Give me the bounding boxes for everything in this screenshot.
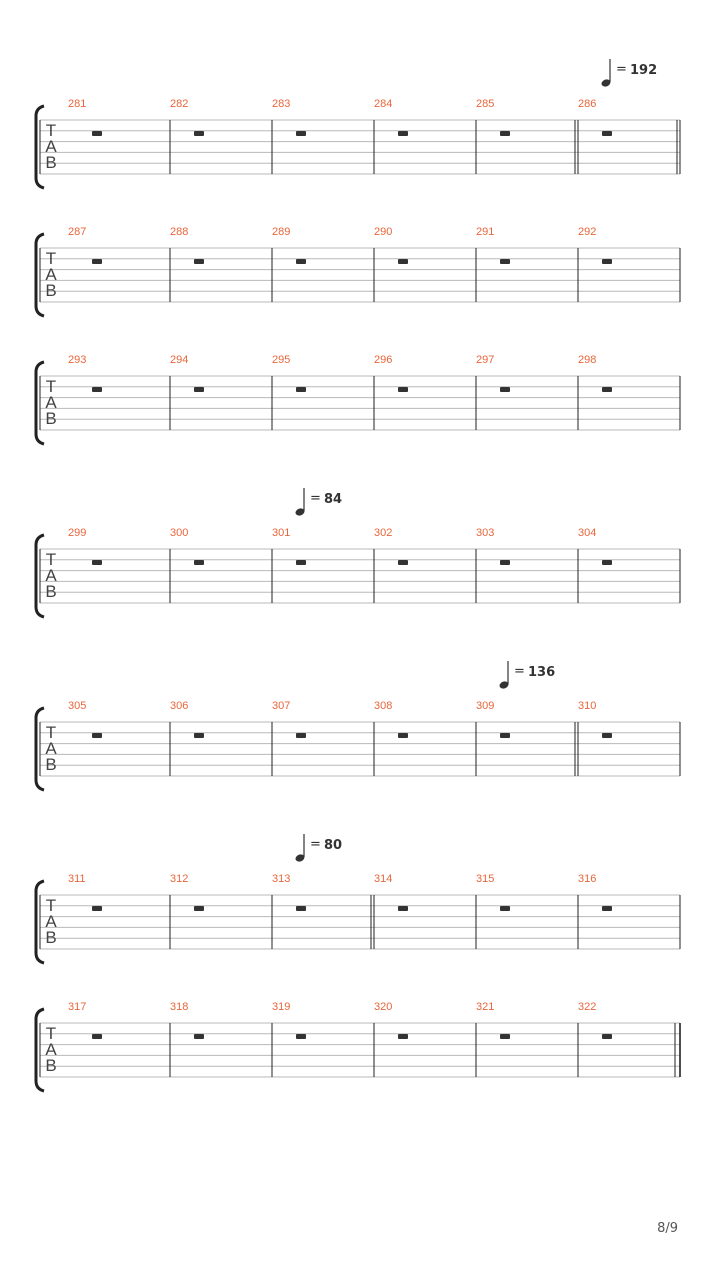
measure-number: 287 — [68, 226, 87, 238]
tempo-equals: = — [310, 837, 321, 852]
whole-rest — [194, 387, 204, 392]
whole-rest — [398, 131, 408, 136]
measure-number: 297 — [476, 354, 495, 366]
measure-number: 293 — [68, 354, 87, 366]
measure-number: 321 — [476, 1001, 495, 1013]
whole-rest — [296, 560, 306, 565]
whole-rest — [92, 1034, 102, 1039]
measure-number: 299 — [68, 527, 87, 539]
whole-rest — [602, 560, 612, 565]
whole-rest — [92, 387, 102, 392]
measure-number: 316 — [578, 873, 597, 885]
tempo-equals: = — [514, 664, 525, 679]
tab-clef-a: A — [45, 1040, 57, 1059]
tab-clef-t: T — [45, 550, 57, 569]
tempo-mark — [295, 488, 343, 517]
whole-rest — [92, 131, 102, 136]
whole-rest — [194, 906, 204, 911]
tab-clef-b: B — [45, 153, 57, 172]
measure-number: 283 — [272, 98, 291, 110]
tempo-mark — [601, 59, 658, 88]
measure-number: 302 — [374, 527, 393, 539]
whole-rest — [602, 906, 612, 911]
tempo-bpm: 192 — [630, 63, 658, 78]
whole-rest — [296, 1034, 306, 1039]
tab-clef-a: A — [45, 265, 57, 284]
tab-clef-a: A — [45, 137, 57, 156]
whole-rest — [500, 1034, 510, 1039]
measure-number: 315 — [476, 873, 495, 885]
tempo-equals: = — [616, 62, 627, 77]
whole-rest — [296, 259, 306, 264]
whole-rest — [398, 259, 408, 264]
tab-system — [36, 1001, 680, 1091]
measure-number: 304 — [578, 527, 597, 539]
measure-number: 294 — [170, 354, 189, 366]
whole-rest — [500, 387, 510, 392]
whole-rest — [500, 906, 510, 911]
whole-rest — [92, 560, 102, 565]
tempo-bpm: 80 — [324, 838, 343, 853]
tab-system — [36, 488, 680, 617]
measure-number: 300 — [170, 527, 189, 539]
whole-rest — [602, 387, 612, 392]
tab-clef-t: T — [45, 723, 57, 742]
measure-number: 288 — [170, 226, 189, 238]
whole-rest — [92, 906, 102, 911]
whole-rest — [398, 560, 408, 565]
measure-number: 307 — [272, 700, 291, 712]
measure-number: 285 — [476, 98, 495, 110]
whole-rest — [602, 1034, 612, 1039]
whole-rest — [194, 259, 204, 264]
whole-rest — [398, 387, 408, 392]
tab-clef-t: T — [45, 377, 57, 396]
tab-clef-a: A — [45, 393, 57, 412]
tempo-bpm: 136 — [528, 665, 556, 680]
tab-clef-t: T — [45, 121, 57, 140]
tab-system — [36, 661, 680, 790]
tempo-mark — [295, 834, 343, 863]
whole-rest — [92, 733, 102, 738]
tab-clef-a: A — [45, 912, 57, 931]
measure-number: 284 — [374, 98, 393, 110]
measure-number: 309 — [476, 700, 495, 712]
tab-clef-t: T — [45, 896, 57, 915]
tempo-bpm: 84 — [324, 492, 343, 507]
page-number: 8/9 — [657, 1221, 678, 1236]
tab-system — [36, 59, 680, 188]
whole-rest — [296, 387, 306, 392]
tab-clef-b: B — [45, 409, 57, 428]
tab-clef-b: B — [45, 928, 57, 947]
whole-rest — [296, 131, 306, 136]
measure-number: 312 — [170, 873, 189, 885]
whole-rest — [500, 259, 510, 264]
measure-number: 313 — [272, 873, 291, 885]
whole-rest — [500, 733, 510, 738]
measure-number: 310 — [578, 700, 597, 712]
whole-rest — [602, 259, 612, 264]
measure-number: 296 — [374, 354, 393, 366]
measure-number: 320 — [374, 1001, 393, 1013]
tab-clef-t: T — [45, 1024, 57, 1043]
measure-number: 282 — [170, 98, 189, 110]
measure-number: 303 — [476, 527, 495, 539]
measure-number: 306 — [170, 700, 189, 712]
whole-rest — [398, 733, 408, 738]
whole-rest — [296, 733, 306, 738]
tab-system — [36, 834, 680, 963]
tab-clef-b: B — [45, 582, 57, 601]
tab-system — [36, 354, 680, 444]
whole-rest — [194, 560, 204, 565]
whole-rest — [398, 1034, 408, 1039]
measure-number: 314 — [374, 873, 393, 885]
measure-number: 292 — [578, 226, 597, 238]
whole-rest — [194, 131, 204, 136]
measure-number: 318 — [170, 1001, 189, 1013]
measure-number: 298 — [578, 354, 597, 366]
tempo-equals: = — [310, 491, 321, 506]
whole-rest — [602, 733, 612, 738]
whole-rest — [602, 131, 612, 136]
whole-rest — [296, 906, 306, 911]
measure-number: 286 — [578, 98, 597, 110]
measure-number: 301 — [272, 527, 291, 539]
tab-clef-a: A — [45, 739, 57, 758]
measure-number: 281 — [68, 98, 87, 110]
tab-clef-a: A — [45, 566, 57, 585]
whole-rest — [500, 560, 510, 565]
measure-number: 322 — [578, 1001, 597, 1013]
whole-rest — [92, 259, 102, 264]
whole-rest — [500, 131, 510, 136]
tab-clef-b: B — [45, 1056, 57, 1075]
measure-number: 308 — [374, 700, 393, 712]
measure-number: 311 — [68, 873, 86, 885]
tab-system — [36, 226, 680, 316]
whole-rest — [398, 906, 408, 911]
whole-rest — [194, 1034, 204, 1039]
measure-number: 317 — [68, 1001, 87, 1013]
tab-clef-t: T — [45, 249, 57, 268]
measure-number: 295 — [272, 354, 291, 366]
tab-clef-b: B — [45, 755, 57, 774]
tab-clef-b: B — [45, 281, 57, 300]
measure-number: 290 — [374, 226, 393, 238]
tempo-mark — [499, 661, 556, 690]
measure-number: 291 — [476, 226, 495, 238]
whole-rest — [194, 733, 204, 738]
measure-number: 289 — [272, 226, 291, 238]
measure-number: 319 — [272, 1001, 291, 1013]
measure-number: 305 — [68, 700, 87, 712]
